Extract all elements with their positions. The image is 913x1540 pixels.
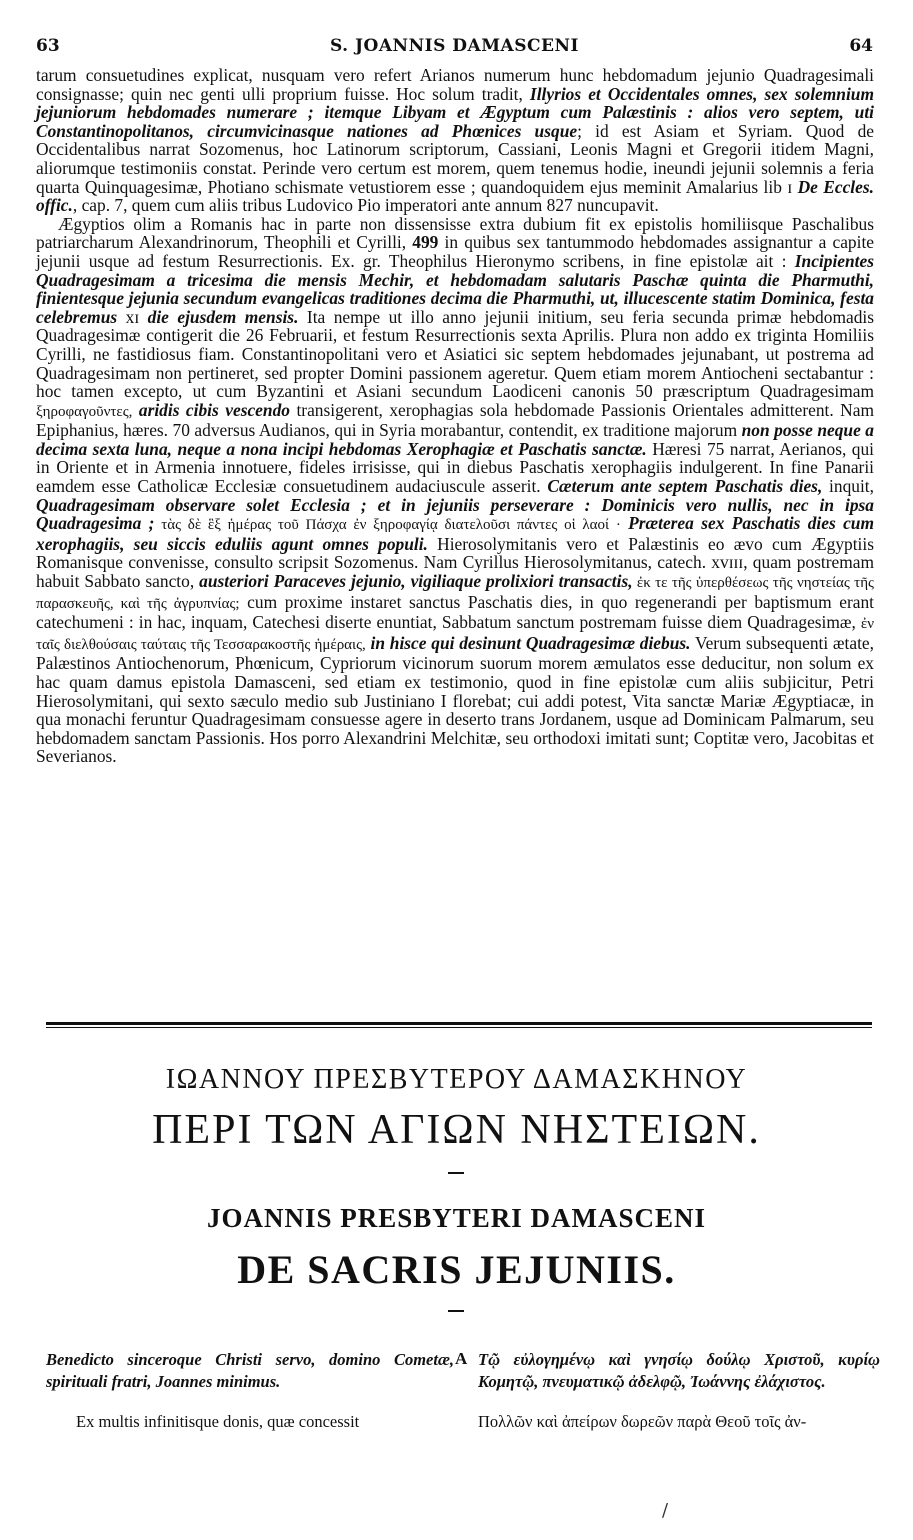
text-run: inquit, [822,476,874,497]
text-run: Hierosolymitanis vero et Palæstinis eo ævo cum Ægyptiis Romanisque convenisse, consulto scripsit Sozomenus. Nam Cyrillus Hierosolymitanus, catech. xvɪɪɪ, quam postremam habuit Sabbato sancto, [36,533,874,592]
italic-quote: austeriori Paraceves jejunio, vigiliaque prolixiori transactis, [199,571,633,592]
text-run: Verum subsequenti ætate, Palæstinos Antiochenorum, Phœnicum, Cypriorum vicinorum suorum morem æmulatos esse deducitur, non solum ex hac quam damus epistola Damasceni, sed etiam ex testimonio, quod in fine epistolæ cum aliis subjicitur, Petri Hierosolymitani, qui sexto sæculo medio sub Justiniano I florebat; cui addi potest, Vita sanctæ Mariæ Ægyptiacæ, in qua monachi feruntur Quadragesimam consuesse agere in deserto trans Jordanem, usque ad Dominicam Palmarum, seu hebdomadem sanctam Passionis. Hos porro Alexandrini Melchitæ, seu orthodoxi imitati sunt; Coptitæ vero, Jacobitas et Severianos. [36,632,874,767]
latin-author-heading: JOANNIS PRESBYTERI DAMASCENI [206,1203,707,1233]
text-run: Hæresi 75 narrat, Aerianos, qui in Oriente et in Armenia innotuere, fideles irrisisse, qui in diebus Paschatis xerophagiis indulgerent. In fine Panarii eamdem esse Catholicæ Ecclesiæ consuetudinem audaciuscule asserit. [36,438,874,497]
text-run: Ita nempe ut illo anno jejunii initium, seu feria secunda primæ hebdomadis Quadragesimæ contigerit die 26 Februarii, et festum Resurrectionis sexta Aprilis. Plura non addo ex triginta Homiliis Cyrilli, ne fastidiosus fiam. Constantinopolitani vero et Asiatici sic septem hebdomades jejunabant, ut postrema ad Quadragesimam non pertineret, sed propter Domini passionem ageretur. Quem etiam morem Antiocheni sectabantur : hoc tamen excepto, ut cum Byzantini et Asiani secundum Laodiceni canonis 50 præscriptum Quadragesimam [36,306,874,402]
stray-mark: / [662,1500,669,1521]
latin-column [46,1349,454,1451]
latin-opening-line: Ex multis infinitisque donis, quæ concessit [76,1412,360,1431]
italic-quote: Illyrios et Occidentales omnes, sex solemnium jejuniorum hebdomades numerare ; itemque Libyam et Ægyptum cum Palæstinis : alios vero septem, uti Constantinopolitanos, circumvicinasque nationes ad Phœnices usque [36,83,875,141]
column-marker: 499 [412,232,439,253]
italic-quote: aridis cibis vescendo [132,399,290,420]
page-number-right: 64 [849,36,873,56]
italic-quote: in hisce qui desinunt Quadragesimæ diebus. [365,632,691,653]
column-section-marker: A [455,1349,468,1368]
section-divider-thick [46,1022,872,1025]
text-run: ; id est Asiam et Syriam. Quod de Occidentalibus narrat Sozomenus, hoc Latinorum scriptorum, Cassiani, Leonis Magni et Gregorii itidem Magni, aliorumque testimoniis constat. Perinde vero certum est morem, quem tenemus hodie, ineundi jejunii solemnis a feria quarta Quinquagesimæ, Photiano schismate vetustiorem esse ; quandoquidem ejus meminit Amalarius lib ɪ [36,120,875,197]
heading-dash [448,1172,464,1174]
greek-dedication: Τῷ εὐλογημένῳ καὶ γνησίῳ δούλῳ Χριστοῦ, κυρίῳ Κομητῷ, πνευματικῷ ἀδελφῷ, Ἰωάννης ἐλάχιστος. [478,1350,880,1391]
text-run: in quibus sex tantummodo hebdomades assignantur a capite jejunii usque ad festum Resurrectionis. Ex. gr. Theophilus Hieronymo scribens, in fine epistolæ ait : [36,232,874,271]
italic-quote: non posse neque a decima sexta luna, neque a nona incipi hebdomas Xerophagiæ et Paschatis sanctæ. [36,420,874,459]
greek-opening-line: Πολλῶν καὶ ἀπείρων δωρεῶν παρὰ Θεοῦ τοῖς ἀν- [478,1412,807,1431]
text-run: Ægyptios olim a Romanis hac in parte non dissensisse extra dubium fit ex epistolis homiliisque Paschalibus patriarcharum Alexandrinorum, Theophili et Cyrilli, [36,213,874,253]
greek-text: ἐκ τε τῆς ὑπερθέσεως τῆς νηστείας τῆς παρασκευῆς, καὶ τῆς ἀγρυπνίας; [36,575,874,612]
text-run: , cap. 7, quem cum aliis tribus Ludovico Pio imperatori ante annum 827 nuncupavit. [72,195,659,216]
text-run: cum proxime instaret sanctus Paschatis dies, in quo regenerandi per baptismum erant catechumeni : in hac, inquam, Catechesi diserte enuntiat, Sabbatum sanctum postremam fuisse diem Quadragesimæ, [36,591,874,633]
italic-quote: Quadragesimam observare solet Ecclesia ; et in jejuniis perseverare : Dominicis vero nullis, nec in ipsa Quadragesima ; [36,494,874,534]
italic-quote: Cæterum ante septem Paschatis dies, [547,476,823,497]
greek-text: τὰς δὲ ἓξ ἡμέρας τοῦ Πάσχα ἐν ξηροφαγίᾳ διατελοῦσι πάντες οἱ λαοί · [154,517,621,534]
latin-title-heading: DE SACRIS JEJUNIIS. [237,1247,676,1292]
section-divider-thin [46,1027,872,1028]
text-run: xɪ [117,306,148,327]
heading-dash [448,1310,464,1312]
italic-quote: Præterea sex Paschatis dies cum xerophagiis, seu siccis eduliis agunt omnes populi. [36,513,874,554]
italic-quote: Incipientes Quadragesimam a tricesima die mensis Mechir, et hebdomadam salutaris Paschæ quinta die Pharmuthi, finientesque jejunia secundum evangelicas traditiones decima die Pharmuthi, ut, illucescente statim Dominica, festa celebremus [36,250,874,327]
text-run: transigerent, xerophagias sola hebdomade Passionis Orientales admitterent. Nam Epiphanius, hæres. 70 adversus Audianos, qui in Syria morabantur, contendit, ex traditione majorum [36,399,874,441]
italic-quote: die ejusdem mensis. [147,306,299,327]
running-header [36,36,873,60]
running-title: S. JOANNIS DAMASCENI [330,36,579,56]
greek-column [478,1349,880,1451]
greek-text: ἐν ταῖς διελθούσαις ταύταις τῆς Τεσσαρακοστῆς ἡμέραις, [36,616,874,653]
greek-text: ξηροφαγοῦντες, [36,403,133,420]
page-number-left: 63 [36,36,60,56]
greek-title-heading: ΠΕΡΙ ΤΩΝ ΑΓΙΩΝ ΝΗΣΤΕΙΩΝ. [152,1107,761,1153]
italic-citation: De Eccles. offic. [36,176,874,216]
greek-author-heading: ΙΩΑΝΝΟΥ ΠΡΕΣΒΥΤΕΡΟΥ ΔΑΜΑΣΚΗΝΟΥ [165,1064,748,1095]
paragraph-2 [36,215,874,766]
commentary-text [36,66,874,766]
latin-dedication: Benedicto sinceroque Christi servo, domino Cometæ, spirituali fratri, Joannes minimus. [46,1350,454,1391]
paragraph-1 [36,66,874,215]
text-run: tarum consuetudines explicat, nusquam vero refert Arianos numerum hunc hebdomadum jejunio Quadragesimali consignasse; quin nec genti ulli proprium fuisse. Hoc solum tradit, [36,65,874,104]
